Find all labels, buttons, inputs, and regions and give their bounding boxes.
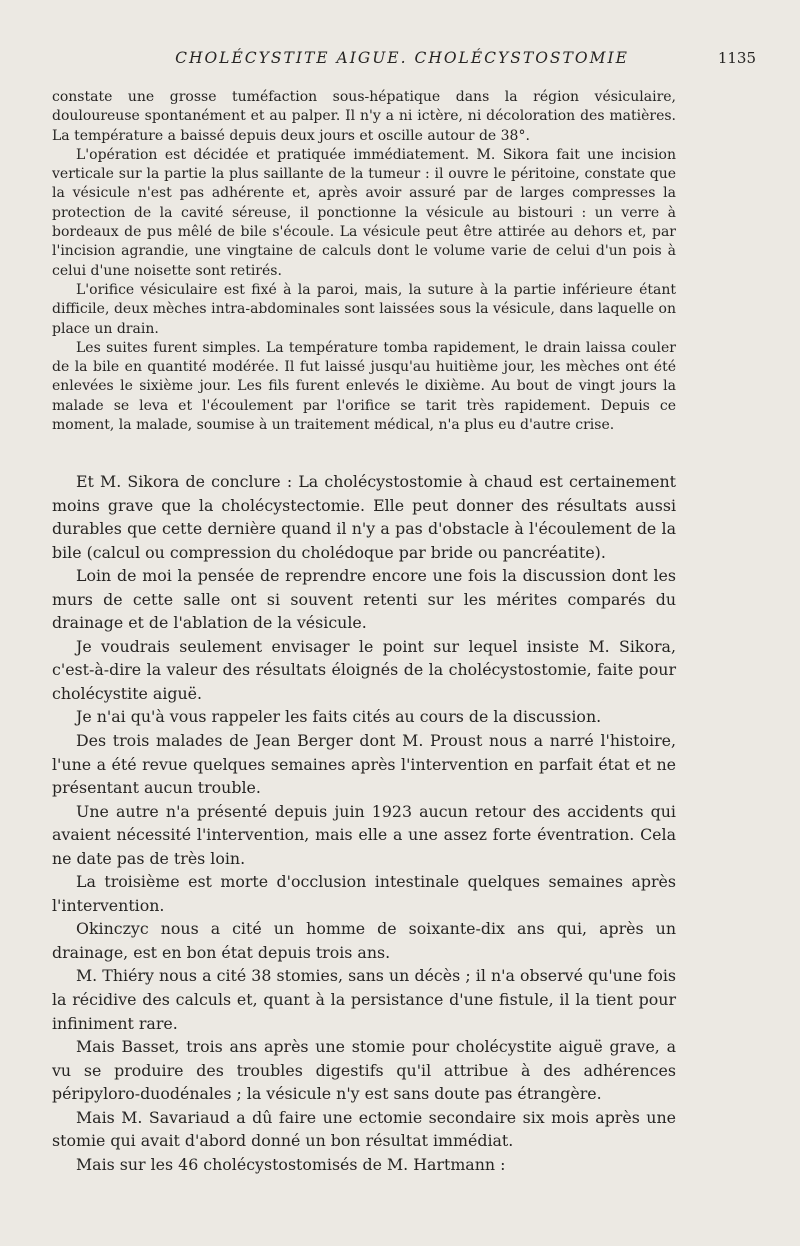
body-paragraph: Loin de moi la pensée de reprendre encore une fois la discussion dont les murs de cette salle ont si souvent retenti sur les mérites comparés du drainage et de l'ablation de la vésicule. <box>52 566 676 633</box>
body-paragraph: Je n'ai qu'à vous rappeler les faits cités au cours de la discussion. <box>76 707 602 727</box>
body-paragraph: Mais M. Savariaud a dû faire une ectomie secondaire six mois après une stomie qui avait d'abord donné un bon résultat immédiat. <box>52 1107 676 1151</box>
case-report <box>52 88 676 435</box>
body-paragraph: Mais Basset, trois ans après une stomie pour cholécystite aiguë grave, a vu se produire des troubles digestifs qu'il attribue à des adhérences péripyloro-duodénales ; la vésicule n'y est sans doute pas étrangère. <box>52 1037 676 1104</box>
case-paragraph: L'opération est décidée et pratiquée immédiatement. M. Sikora fait une incision verticale sur la partie la plus saillante de la tumeur : il ouvre le péritoine, constate que la vésicule n'est pas adhérente et, après avoir assuré par de larges compresses la protection de la cavité séreuse, il ponctionne la vésicule au bistouri : un verre à bordeaux de pus mêlé de bile s'écoule. La vésicule peut être attirée au dehors et, par l'incision agrandie, une vingtaine de calculs dont le volume varie de celui d'un pois à celui d'une noisette sont retirés. <box>52 146 676 279</box>
body-paragraph: Une autre n'a présenté depuis juin 1923 aucun retour des accidents qui avaient nécessité l'intervention, mais elle a une assez forte éventration. Cela ne date pas de très loin. <box>52 801 676 868</box>
body-paragraph: Des trois malades de Jean Berger dont M. Proust nous a narré l'histoire, l'une a été revue quelques semaines après l'intervention en parfait état et ne présentant aucun trouble. <box>52 731 676 798</box>
case-paragraph: constate une grosse tuméfaction sous-hépatique dans la région vésiculaire, douloureuse spontanément et au palper. Il n'y a ni ictère, ni décoloration des matières. La température a baissé depuis deux jours et oscille autour de 38°. <box>52 89 676 144</box>
body-paragraph: Okinczyc nous a cité un homme de soixante-dix ans qui, après un drainage, est en bon état depuis trois ans. <box>52 919 676 962</box>
running-title: CHOLÉCYSTITE AIGUE. CHOLÉCYSTOSTOMIE <box>175 49 629 67</box>
body-paragraph: Et M. Sikora de conclure : La cholécystostomie à chaud est certainement moins grave que la cholécystectomie. Elle peut donner des résultats aussi durables que cette dernière quand il n'y a pas d'obstacle à l'écoulement de la bile (calcul ou compression du cholédoque par bride ou pancréatite). <box>52 472 676 562</box>
running-head <box>52 46 756 70</box>
page-number: 1135 <box>717 49 756 67</box>
body-paragraph: La troisième est morte d'occlusion intestinale quelques semaines après l'intervention. <box>52 872 676 915</box>
body-paragraph: Je voudrais seulement envisager le point sur lequel insiste M. Sikora, c'est-à-dire la valeur des résultats éloignés de la cholécystostomie, faite pour cholécystite aiguë. <box>52 636 676 703</box>
case-paragraph: Les suites furent simples. La température tomba rapidement, le drain laissa couler de la bile en quantité modérée. Il fut laissé jusqu'au huitième jour, les mèches ont été enlevées le sixième jour. Les fils furent enlevés le dixième. Au bout de vingt jours la malade se leva et l'écoulement par l'orifice se tarit très rapidement. Depuis ce moment, la malade, soumise à un traitement médical, n'a plus eu d'autre crise. <box>52 339 676 434</box>
body-paragraph: M. Thiéry nous a cité 38 stomies, sans un décès ; il n'a observé qu'une fois la récidive des calculs et, quant à la persistance d'une fistule, il la tient pour infiniment rare. <box>52 966 676 1033</box>
case-paragraph: L'orifice vésiculaire est fixé à la paroi, mais, la suture à la partie inférieure étant difficile, deux mèches intra-abdominales sont laissées sous la vésicule, dans laquelle on place un drain. <box>52 281 676 337</box>
body-paragraph: Mais sur les 46 cholécystostomisés de M. Hartmann : <box>76 1154 506 1174</box>
discussion-text <box>52 470 676 1176</box>
